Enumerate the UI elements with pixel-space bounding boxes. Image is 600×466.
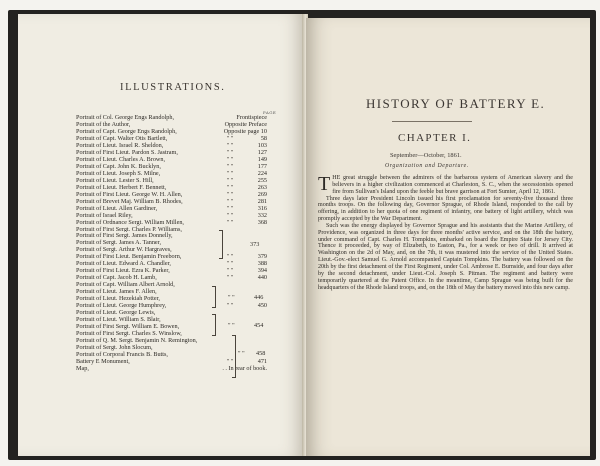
illustration-entry (76, 198, 267, 205)
illustration-entry (76, 309, 267, 316)
entry-label: Portrait of Lieut. Herbert F. Bennett, (76, 183, 167, 191)
entry-page (245, 281, 267, 288)
entry-label: Portrait of Lieut. George Humphrey, (76, 302, 167, 310)
group-brace-3 (212, 314, 216, 336)
entry-label: Portrait of Lieut. William S. Blair, (76, 316, 161, 324)
illustration-entry (76, 149, 267, 156)
entry-page: 332 (257, 211, 267, 219)
entry-label: Battery E Monument, (76, 357, 130, 365)
entry-label: Portrait of Capt. Jacob H. Lamb, (76, 274, 157, 282)
entry-label: Portrait of First Lieut. Pardon S. Jastram, (76, 148, 178, 156)
entry-ditto-mark: " " (226, 260, 234, 268)
entry-ditto-mark: " " (226, 169, 234, 177)
entry-ditto-mark: " " (226, 141, 234, 149)
chapter-body (318, 175, 573, 291)
entry-label: Portrait of Lieut. Hezekiah Potter, (76, 295, 160, 303)
illustration-entry (76, 239, 267, 246)
entry-label: Portrait of Ordnance Sergt. William Millen, (76, 218, 184, 226)
entry-page (245, 226, 267, 233)
entry-label: Portrait of First Sergt. William E. Bowen, (76, 323, 180, 331)
illustration-entry (76, 114, 267, 121)
page-column-header: PAGE (263, 110, 277, 115)
entry-label: Portrait of Lieut. Allen Gardiner, (76, 204, 158, 212)
drop-cap: T (318, 173, 331, 195)
entry-ditto-mark: " " (226, 190, 234, 198)
entry-ditto-mark: " " (226, 211, 234, 219)
entry-label: Portrait of First Lieut. Ezra K. Parker, (76, 267, 170, 275)
group-page-2: 446 (254, 294, 264, 301)
entry-page: 149 (257, 155, 267, 163)
group-page-1: 373 (250, 241, 260, 248)
illustration-entry (76, 337, 267, 344)
entry-page: 127 (257, 148, 267, 156)
entry-label: Portrait of Capt. Walter Otis Bartlett, (76, 134, 168, 142)
illustration-entry (76, 226, 267, 233)
illustration-entry (76, 260, 267, 267)
group-page-4: 458 (256, 350, 266, 357)
group-page-3: 454 (254, 322, 264, 329)
entry-label: Portrait of Sergt. James A. Tanner, (76, 239, 162, 247)
entry-label: Portrait of Brevet Maj. William B. Rhodes, (76, 197, 183, 205)
illustration-entry (76, 365, 267, 372)
entry-page: Opposite page 10 (223, 127, 267, 135)
entry-page: 450 (257, 302, 267, 310)
illustration-entry (76, 232, 267, 239)
entry-page: 269 (257, 190, 267, 198)
entry-label: Portrait of First Sergt. Charles S. Winslow, (76, 330, 182, 337)
group-mark-3: " " (228, 322, 235, 329)
entry-ditto-mark (215, 337, 245, 344)
illustration-entry (76, 156, 267, 163)
entry-ditto-mark: " " (226, 274, 234, 282)
entry-page: Frontispiece (236, 114, 267, 121)
entry-page (245, 309, 267, 316)
illustration-entry (76, 281, 267, 288)
paragraph-2: Three days later President Lincoln issued his first proclamation for seventy-five thousand three months troops. On the following day, Governor Sprague, of Rhode Island, responded to the call by offering, in addition to her quota of one regiment of infantry, one battery of light artillery, which was promptly accepted by the War Department. (318, 195, 573, 223)
entry-label: Map, (76, 364, 89, 372)
illustration-entry (76, 358, 267, 365)
entry-label: Portrait of Lieut. Joseph S. Milne, (76, 169, 161, 177)
entry-ditto-mark: " " (226, 357, 234, 365)
entry-label: Portrait of Q. M. Sergt. Benjamin N. Remington, (76, 337, 198, 344)
entry-label: Portrait of the Author, (76, 120, 131, 128)
book-title: HISTORY OF BATTERY E. (366, 96, 546, 111)
entry-ditto-mark: " " (226, 302, 234, 310)
chapter-subtitle: Organization and Departure. (385, 163, 469, 169)
entry-page: 440 (257, 274, 267, 282)
illustration-entry (76, 267, 267, 274)
illustration-entry (76, 316, 267, 323)
entry-label: Portrait of Lieut. George Lewis, (76, 309, 156, 317)
illustration-entry (76, 302, 267, 309)
illustration-entry (76, 121, 267, 128)
illustration-entry (76, 128, 267, 135)
entry-ditto-mark (215, 330, 245, 337)
illustration-entry (76, 253, 267, 260)
entry-page (245, 232, 267, 239)
chapter-heading: CHAPTER I. (398, 132, 472, 144)
entry-page: 316 (257, 204, 267, 212)
entry-label: Portrait of Corporal Francis B. Butts, (76, 350, 168, 358)
entry-label: Portrait of Capt. John K. Bucklyn, (76, 162, 161, 170)
entry-page: 263 (257, 183, 267, 191)
entry-page: Opposite Preface (224, 120, 267, 128)
illustration-entry (76, 219, 267, 226)
illustrations-list (76, 114, 267, 372)
illustration-entry (76, 246, 267, 253)
entry-label: Portrait of Lieut. Israel R. Sheldon, (76, 141, 164, 149)
illustration-entry (76, 205, 267, 212)
illustration-entry (76, 323, 267, 330)
illustration-entry (76, 212, 267, 219)
chapter-date: September—October, 1861. (390, 152, 462, 159)
illustration-entry (76, 191, 267, 198)
title-rule (392, 121, 472, 122)
entry-ditto-mark: " " (226, 155, 234, 163)
entry-ditto-mark: " " (226, 162, 234, 170)
illustrations-title: ILLUSTRATIONS. (120, 82, 226, 93)
entry-label: Portrait of Sergt. Arthur W. Hargraves, (76, 246, 172, 254)
entry-label: Portrait of Lieut. James F. Allen, (76, 288, 157, 296)
group-brace-2 (212, 286, 216, 308)
illustration-entry (76, 274, 267, 281)
entry-ditto-mark: " " (226, 134, 234, 142)
paragraph-1 (318, 175, 573, 196)
entry-page: 177 (257, 162, 267, 170)
illustration-entry (76, 288, 267, 295)
paragraph-1-text: HE great struggle between the admirers of the barbarous system of American slavery and the believers in a higher civilization commenced at Charleston, S. C., when the secessionists opened fire from Sullivan's Island upon the feeble but brave garrison at Fort Sumter, April 12, 1861. (332, 175, 573, 195)
entry-page: 368 (257, 218, 267, 226)
illustration-entry (76, 295, 267, 302)
entry-label: Portrait of Col. George Engs Randolph, (76, 114, 175, 121)
entry-page: 379 (257, 253, 267, 261)
entry-page: 281 (257, 197, 267, 205)
entry-label: Portrait of Capt. William Albert Arnold, (76, 281, 175, 289)
entry-ditto-mark: " " (226, 253, 234, 261)
entry-ditto-mark: " " (226, 176, 234, 184)
entry-ditto-mark: " " (226, 183, 234, 191)
entry-ditto-mark: " " (226, 267, 234, 275)
entry-page: 388 (257, 260, 267, 268)
entry-page (245, 337, 267, 344)
entry-ditto-mark: " " (226, 204, 234, 212)
group-mark-4: " " (238, 350, 245, 357)
group-brace-4 (232, 335, 236, 378)
entry-label: Portrait of Lieut. Lester S. Hill, (76, 176, 154, 184)
illustration-entry (76, 184, 267, 191)
illustration-entry (76, 177, 267, 184)
entry-label: Portrait of Israel Riley, (76, 211, 133, 219)
entry-page: 255 (257, 176, 267, 184)
group-mark-2: " " (228, 294, 235, 301)
entry-page: 224 (257, 169, 267, 177)
entry-label: Portrait of Lieut. Charles A. Brown, (76, 155, 166, 163)
entry-ditto-mark (215, 309, 245, 316)
entry-page: . . In rear of book. (222, 364, 267, 372)
entry-page: 103 (257, 141, 267, 149)
paragraph-3: Such was the energy displayed by Governor Sprague and his assistants that the Marine Artillery, of Providence, was organized in three days for three months' active service, and on the 18th the battery, under command of Capt. Charles H. Tompkins, embarked on board the Empire State for Jersey City. Thence it proceeded, by way of Elizabeth, to Easton, Pa., for a week or two of drill. It arrived at Washington on the 2d of May, and, on the 7th, it was mustered into the service of the United States. Lieut.-Gov.-elect Samuel G. Arnold accompanied Captain Tompkins. The battery was followed on the 20th by the first detachment of the First Regiment, under Col. Ambrose E. Burnside, and four days after by the second detachment, under Lieut.-Col. Joseph S. Pitman. The regiment and battery were temporarily quartered at the Patent Office. In the meantime, Camp Sprague was being built for the headquarters of the Rhode Island troops, and, on the 18th of May the battery moved into this new camp. (318, 222, 573, 291)
entry-label: Portrait of First Sergt. James Donnelly, (76, 232, 173, 240)
entry-page: 471 (257, 357, 267, 365)
entry-ditto-mark: " " (226, 148, 234, 156)
entry-page (245, 330, 267, 337)
entry-label: Portrait of Capt. George Engs Randolph, (76, 127, 177, 135)
entry-label: Portrait of First Lieut. Benjamin Freeborn, (76, 253, 182, 261)
illustration-entry (76, 135, 267, 142)
illustration-entry (76, 142, 267, 149)
entry-ditto-mark: " " (226, 197, 234, 205)
entry-page: 394 (257, 267, 267, 275)
group-brace-1 (219, 230, 223, 259)
entry-ditto-mark (215, 281, 245, 288)
entry-ditto-mark: " " (226, 218, 234, 226)
entry-label: Portrait of Lieut. Edward A. Chandler, (76, 260, 171, 268)
entry-label: Portrait of Sergt. John Slocum, (76, 343, 153, 351)
illustration-entry (76, 330, 267, 337)
illustration-entry (76, 163, 267, 170)
entry-label: Portrait of First Lieut. George W. H. Allen, (76, 190, 183, 198)
entry-label: Portrait of First Sergt. Charles P. Williams, (76, 225, 182, 233)
entry-page: 58 (260, 134, 267, 142)
illustration-entry (76, 170, 267, 177)
